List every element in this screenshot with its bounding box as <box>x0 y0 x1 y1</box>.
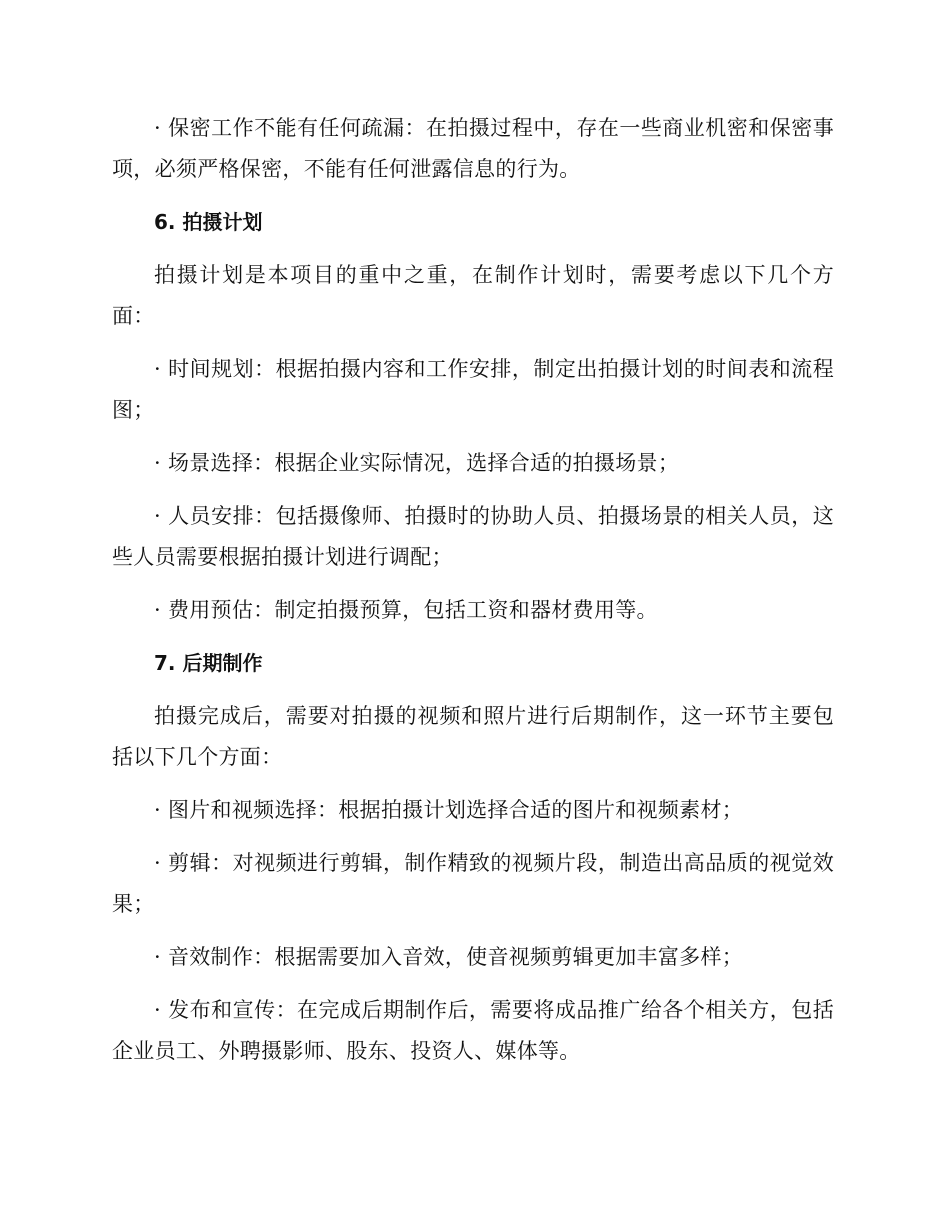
bullet-scene-selection: · 场景选择：根据企业实际情况，选择合适的拍摄场景； <box>154 451 680 475</box>
bullet-editing: · 剪辑：对视频进行剪辑，制作精致的视频片段，制造出高品质的视觉效果； <box>112 851 834 916</box>
paragraph-post-production-intro: 拍摄完成后，需要对拍摄的视频和照片进行后期制作，这一环节主要包括以下几个方面： <box>112 704 834 769</box>
bullet-confidentiality: · 保密工作不能有任何疏漏：在拍摄过程中，存在一些商业机密和保密事项，必须严格保密，不能有任何泄露信息的行为。 <box>112 116 834 181</box>
section-heading-shooting-plan: 6. 拍摄计划 <box>154 210 263 234</box>
bullet-cost-estimate: · 费用预估：制定拍摄预算，包括工资和器材费用等。 <box>154 598 658 622</box>
section-heading-post-production: 7. 后期制作 <box>154 651 263 675</box>
bullet-sound-effects: · 音效制作：根据需要加入音效，使音视频剪辑更加丰富多样； <box>154 945 744 969</box>
bullet-staff-arrangement: · 人员安排：包括摄像师、拍摄时的协助人员、拍摄场景的相关人员，这些人员需要根据拍摄计划进行调配； <box>112 504 834 569</box>
document-body <box>112 108 834 1084</box>
bullet-media-selection: · 图片和视频选择：根据拍摄计划选择合适的图片和视频素材； <box>154 798 744 822</box>
paragraph-shooting-plan-intro: 拍摄计划是本项目的重中之重，在制作计划时，需要考虑以下几个方面： <box>112 263 834 328</box>
bullet-release-promotion: · 发布和宣传：在完成后期制作后，需要将成品推广给各个相关方，包括企业员工、外聘摄影师、股东、投资人、媒体等。 <box>112 998 834 1063</box>
bullet-time-planning: · 时间规划：根据拍摄内容和工作安排，制定出拍摄计划的时间表和流程图； <box>112 357 834 422</box>
